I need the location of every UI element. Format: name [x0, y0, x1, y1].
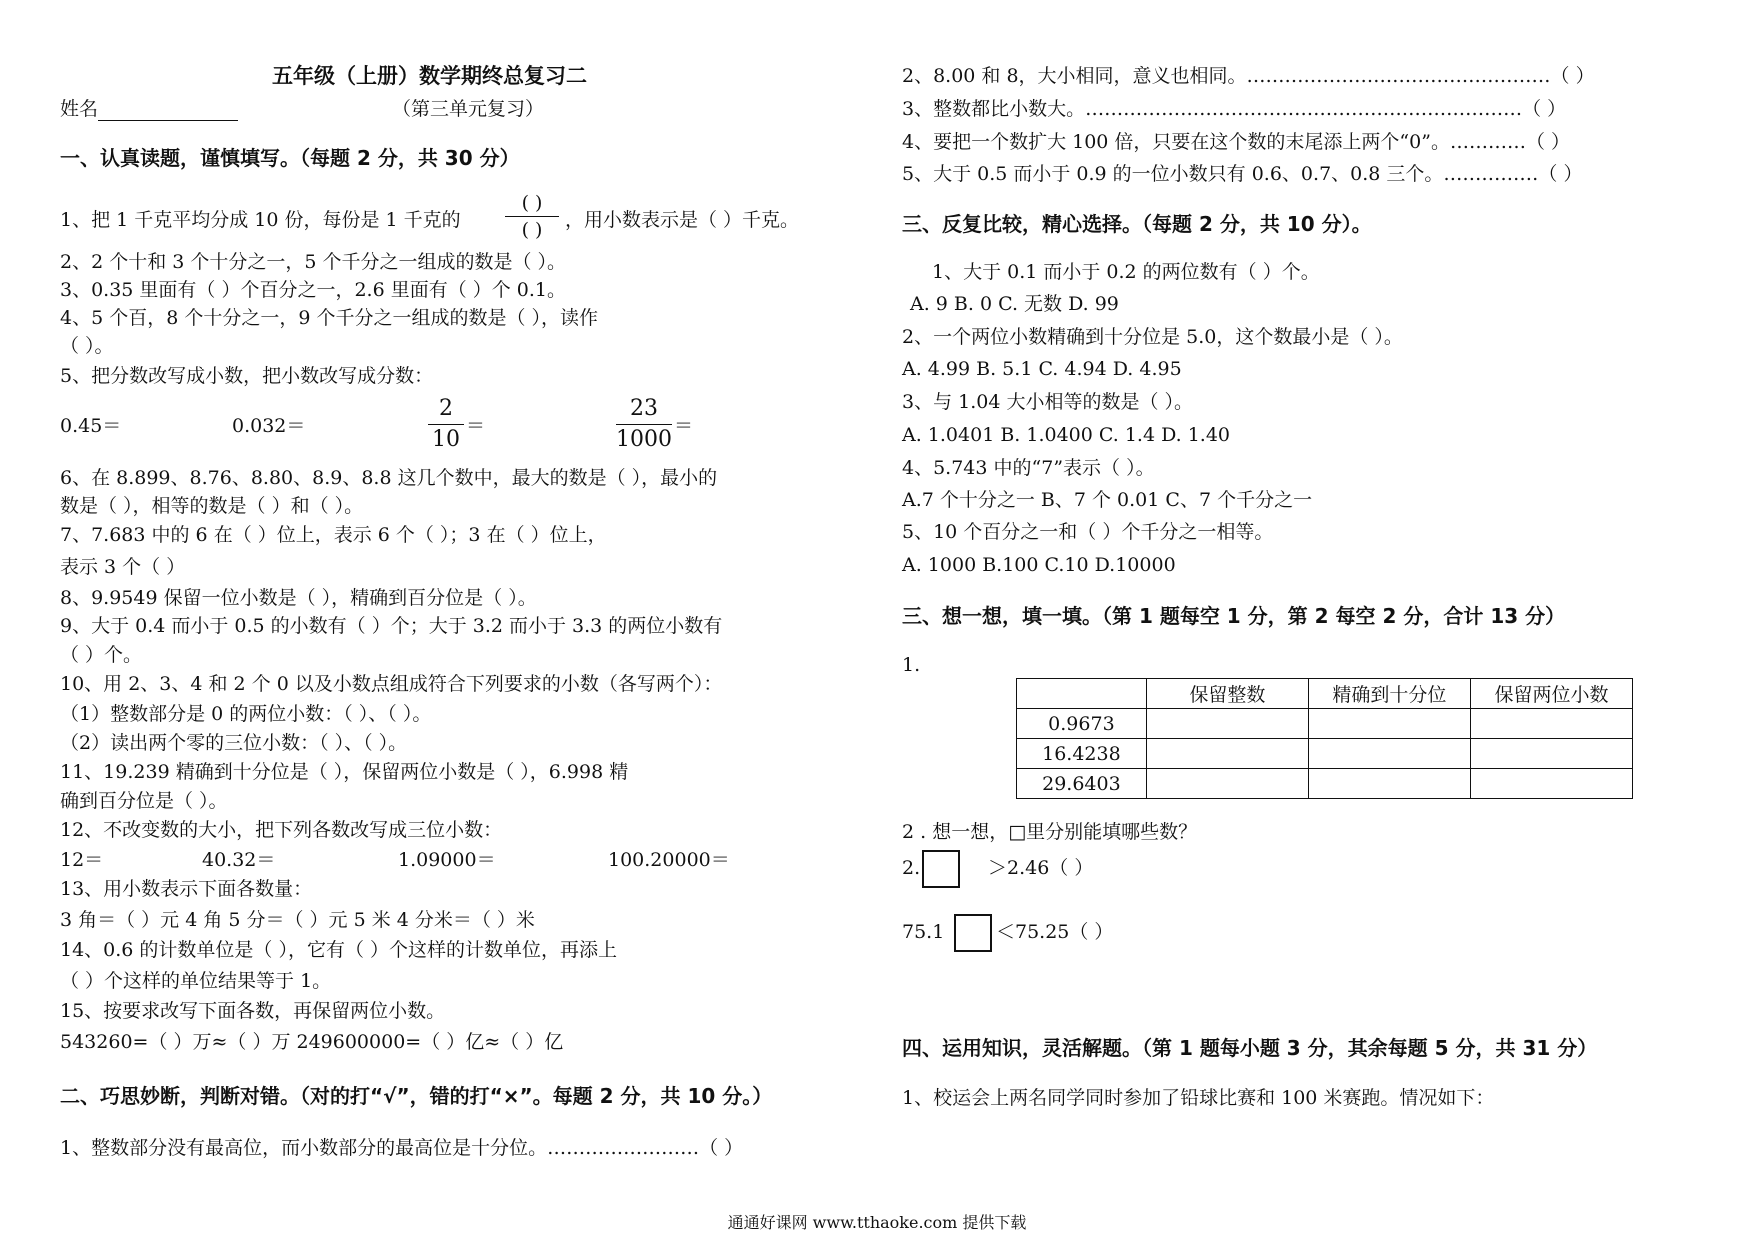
q1-13: 13、用小数表示下面各数量： [60, 878, 313, 900]
table-cell-answer[interactable] [1470, 769, 1632, 799]
q1-4a: 4、5 个百，8 个十分之一，9 个千分之一组成的数是（ ），读作 [60, 307, 599, 329]
q1-3: 3、0.35 里面有（ ）个百分之一，2.6 里面有（ ）个 0.1。 [60, 279, 567, 301]
q5-1: 1、校运会上两名同学同时参加了铅球比赛和 100 米赛跑。情况如下： [902, 1087, 1495, 1109]
q1-12-d: 100.20000＝ [608, 849, 730, 871]
q1-14b: （ ）个这样的单位结果等于 1。 [60, 970, 332, 992]
q1-12-c: 1.09000＝ [398, 849, 496, 871]
q3-1-options: A. 9 B. 0 C. 无数 D. 99 [910, 293, 1119, 315]
q4-2b-answer-box[interactable] [954, 914, 992, 952]
q1-1-numerator[interactable]: ( ) [521, 192, 543, 214]
q1-7a: 7、7.683 中的 6 在（ ）位上，表示 6 个（ ）；3 在（ ）位上， [60, 524, 607, 546]
q3-5: 5、10 个百分之一和（ ）个千分之一相等。 [902, 521, 1274, 543]
table-header: 保留整数 [1146, 679, 1308, 709]
q1-11a: 11、19.239 精确到十分位是（ ），保留两位小数是（ ），6.998 精 [60, 761, 629, 783]
q4-2: 2 . 想一想，□里分别能填哪些数？ [902, 821, 1198, 843]
q1-5-eq-1: ＝ [466, 415, 486, 437]
q1-9a: 9、大于 0.4 而小于 0.5 的小数有（ ）个；大于 3.2 而小于 3.3 的两位小数有 [60, 615, 723, 637]
table-row [1017, 739, 1633, 769]
table-cell-answer[interactable] [1308, 739, 1470, 769]
q2-2: 2、8.00 和 8，大小相同，意义也相同。…………………………………………（ ） [902, 65, 1595, 87]
q4-2a-suffix: ＞2.46（ ） [988, 857, 1094, 879]
table-header: 保留两位小数 [1470, 679, 1632, 709]
rounding-table [1016, 678, 1633, 799]
q4-2b-prefix: 75.1 [902, 921, 945, 943]
q1-1-text-a: 1、把 1 千克平均分成 10 份，每份是 1 千克的 [60, 209, 461, 231]
q2-5: 5、大于 0.5 而小于 0.9 的一位小数只有 0.6、0.7、0.8 三个。……………（ ） [902, 163, 1583, 185]
fraction-2-numerator: 23 [630, 396, 658, 421]
q1-12-b: 40.32＝ [202, 849, 276, 871]
q3-1: 1、大于 0.1 而小于 0.2 的两位数有（ ）个。 [932, 261, 1320, 283]
fraction-bar [505, 216, 559, 217]
q1-11b: 确到百分位是（ ）。 [60, 790, 228, 812]
section-1-heading: 一、认真读题，谨慎填写。（每题 2 分，共 30 分） [60, 146, 520, 170]
fraction-bar [616, 424, 672, 425]
q4-2b-suffix: ＜75.25（ ） [996, 921, 1114, 943]
q1-12-a: 12＝ [60, 849, 104, 871]
q2-4: 4、要把一个数扩大 100 倍，只要在这个数的末尾添上两个“0”。…………（ ） [902, 131, 1570, 153]
q1-5: 5、把分数改写成小数，把小数改写成分数： [60, 365, 434, 387]
q4-2a-prefix: 2. [902, 857, 921, 879]
q1-2: 2、2 个十和 3 个十分之一，5 个千分之一组成的数是（ ）。 [60, 251, 567, 273]
q1-14a: 14、0.6 的计数单位是（ ），它有（ ）个这样的计数单位，再添上 [60, 939, 618, 961]
table-cell-answer[interactable] [1470, 739, 1632, 769]
table-header-blank [1017, 679, 1147, 709]
q1-5-fraction-1 [428, 396, 464, 453]
q1-5-fraction-2 [616, 396, 672, 453]
section-2-heading: 二、巧思妙断，判断对错。（对的打“√”，错的打“×”。每题 2 分，共 10 分。） [60, 1084, 773, 1108]
name-blank[interactable] [98, 102, 238, 121]
table-cell-answer[interactable] [1146, 709, 1308, 739]
q1-15: 15、按要求改写下面各数，再保留两位小数。 [60, 1000, 446, 1022]
section-3-heading: 三、反复比较，精心选择。（每题 2 分，共 10 分）。 [902, 212, 1372, 236]
q3-2: 2、一个两位小数精确到十分位是 5.0，这个数最小是（ ）。 [902, 326, 1403, 348]
q3-4-options: A.7 个十分之一 B、7 个 0.01 C、7 个千分之一 [902, 489, 1313, 511]
table-row-label: 16.4238 [1017, 739, 1147, 769]
q3-4: 4、5.743 中的“7”表示（ ）。 [902, 457, 1155, 479]
table-row-label: 0.9673 [1017, 709, 1147, 739]
q1-6a: 6、在 8.899、8.76、8.80、8.9、8.8 这几个数中，最大的数是（ ），最小的 [60, 467, 718, 489]
section-5-heading: 四、运用知识，灵活解题。（第 1 题每小题 3 分，其余每题 5 分，共 31 分） [902, 1036, 1598, 1060]
q1-12: 12、不改变数的大小，把下列各数改写成三位小数： [60, 819, 503, 841]
q3-2-options: A. 4.99 B. 5.1 C. 4.94 D. 4.95 [902, 358, 1182, 380]
table-cell-answer[interactable] [1470, 709, 1632, 739]
q1-9b: （ ）个。 [60, 644, 143, 666]
q2-1: 1、整数部分没有最高位，而小数部分的最高位是十分位。……………………（ ） [60, 1137, 744, 1159]
fraction-2-denominator: 1000 [616, 427, 672, 452]
table-cell-answer[interactable] [1308, 709, 1470, 739]
table-cell-answer[interactable] [1308, 769, 1470, 799]
q4-1-label: 1. [902, 654, 921, 676]
name-field [60, 97, 238, 121]
table-cell-answer[interactable] [1146, 769, 1308, 799]
fraction-1-numerator: 2 [439, 396, 453, 421]
table-row [1017, 769, 1633, 799]
table-cell-answer[interactable] [1146, 739, 1308, 769]
q3-3-options: A. 1.0401 B. 1.0400 C. 1.4 D. 1.40 [902, 424, 1231, 446]
right-column [880, 0, 1754, 1240]
q1-5-eq-2: ＝ [674, 415, 694, 437]
q1-5-item-a: 0.45＝ [60, 415, 122, 437]
q3-3: 3、与 1.04 大小相等的数是（ ）。 [902, 391, 1194, 413]
name-label: 姓名 [60, 98, 99, 120]
page-title: 五年级（上册）数学期终总复习二 [272, 64, 587, 88]
q1-10: 10、用 2、3、4 和 2 个 0 以及小数点组成符合下列要求的小数（各写两个）： [60, 673, 723, 695]
q1-1-denominator[interactable]: ( ) [521, 219, 543, 241]
table-header-row [1017, 679, 1633, 709]
q1-10-2: （2）读出两个零的三位小数：（ ）、（ ）。 [60, 732, 408, 754]
q4-2a-answer-box[interactable] [922, 850, 960, 888]
q3-5-options: A. 1000 B.100 C.10 D.10000 [902, 554, 1176, 576]
page-subtitle: （第三单元复习） [392, 98, 545, 120]
fraction-1-denominator: 10 [432, 427, 460, 452]
q1-8: 8、9.9549 保留一位小数是（ ），精确到百分位是（ ）。 [60, 587, 537, 609]
q1-4b: （ ）。 [60, 335, 114, 357]
section-4-heading: 三、想一想，填一填。（第 1 题每空 1 分，第 2 每空 2 分，合计 13 分） [902, 604, 1566, 628]
q1-10-1: （1）整数部分是 0 的两位小数：（ ）、（ ）。 [60, 703, 432, 725]
q1-1-text-b: ，用小数表示是（ ）千克。 [565, 209, 800, 231]
q1-6b: 数是（ ），相等的数是（ ）和（ ）。 [60, 495, 364, 517]
left-column [0, 0, 870, 1240]
q1-15-a: 543260=（ ）万≈（ ）万 249600000=（ ）亿≈（ ）亿 [60, 1031, 564, 1053]
q1-7b: 表示 3 个（ ） [60, 556, 186, 578]
q1-1-fraction [505, 192, 559, 241]
fraction-bar [428, 424, 464, 425]
table-row [1017, 709, 1633, 739]
q1-5-item-b: 0.032＝ [232, 415, 306, 437]
q2-3: 3、整数都比小数大。……………………………………………………………（ ） [902, 98, 1567, 120]
page-footer: 通通好课网 www.tthaoke.com 提供下载 [727, 1213, 1027, 1232]
table-header: 精确到十分位 [1308, 679, 1470, 709]
table-row-label: 29.6403 [1017, 769, 1147, 799]
q1-13-a: 3 角＝（ ）元 4 角 5 分＝（ ）元 5 米 4 分米＝（ ）米 [60, 909, 535, 931]
